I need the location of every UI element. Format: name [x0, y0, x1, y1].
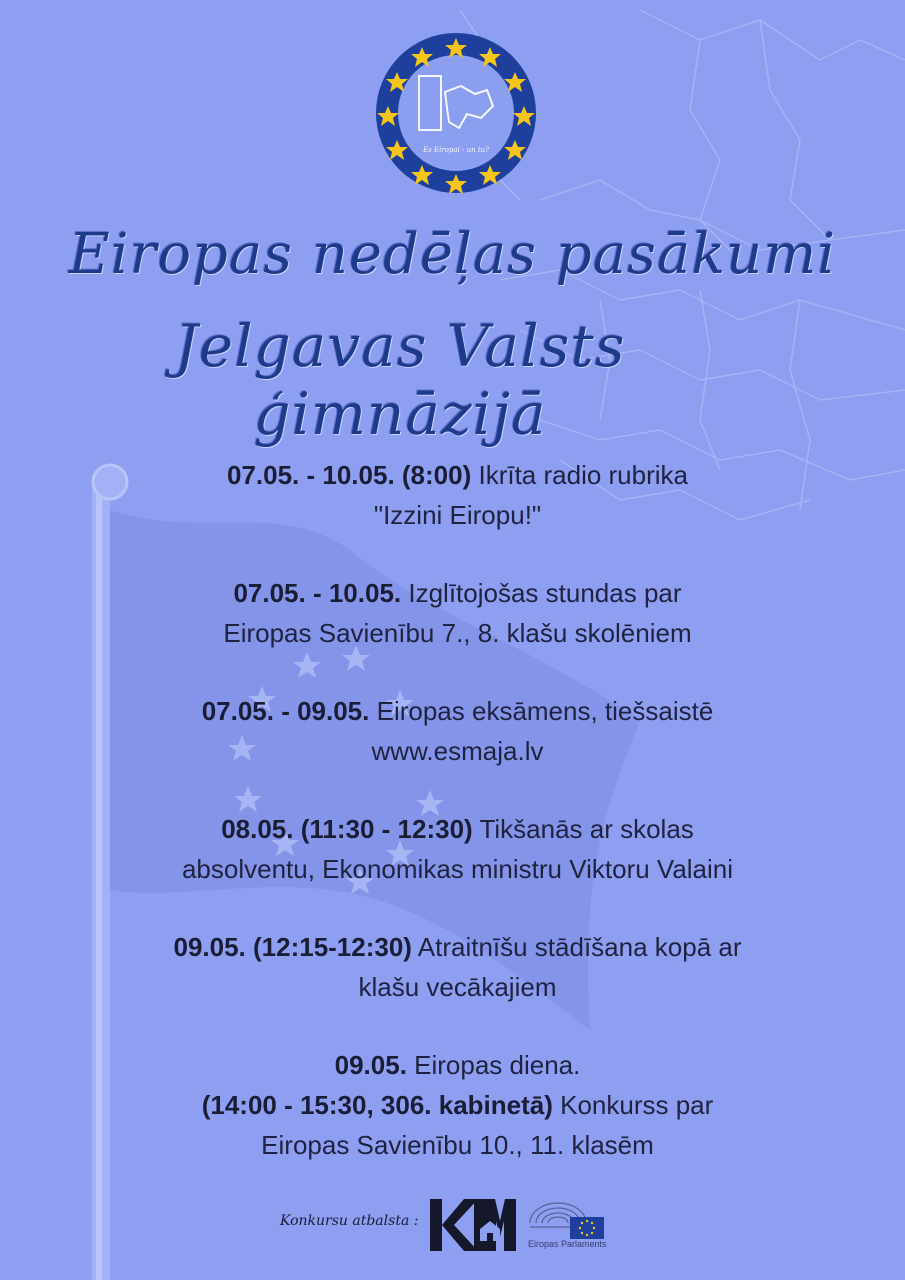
title-line-2: Jelgavas Valsts ģimnāzijā — [174, 312, 626, 448]
emblem-text: Es Eiropai - un tu? — [423, 146, 489, 154]
event-item — [60, 691, 855, 771]
event-description: Ikrīta radio rubrika — [471, 460, 688, 490]
event-description: Izglītojošas stundas par — [401, 578, 682, 608]
event-item — [60, 573, 855, 653]
event-date: 07.05. - 10.05. — [233, 578, 402, 608]
events-list — [60, 455, 855, 1203]
sponsors-label: Konkursu atbalsta : — [280, 1213, 419, 1229]
sponsors-footer — [280, 1195, 640, 1259]
event-description-line2: klašu vecākajiem — [358, 972, 557, 1002]
event-description: Tikšanās ar skolas — [472, 814, 694, 844]
event-description-line2: Konkurss par — [552, 1090, 714, 1120]
event-date: 07.05. - 09.05. — [201, 696, 370, 726]
event-date: 09.05. (12:15-12:30) — [173, 932, 412, 962]
event-item — [60, 455, 855, 535]
european-parliament-caption: Eiropas Parlaments — [528, 1239, 607, 1249]
eu-emblem-logo — [375, 32, 537, 194]
event-description: Atraitnīšu stādīšana kopā ar — [411, 932, 742, 962]
event-item — [60, 927, 855, 1007]
event-description-line2: Eiropas Savienību 7., 8. klašu skolēniem — [223, 618, 692, 648]
title-line-1: Eiropas nedēļas pasākumi — [68, 222, 837, 287]
event-description-line3: Eiropas Savienību 10., 11. klasēm — [261, 1130, 654, 1160]
event-item — [60, 1045, 855, 1165]
event-description: Eiropas eksāmens, tiešsaistē — [369, 696, 714, 726]
event-date: 09.05. — [334, 1050, 407, 1080]
event-description-line2: "Izzini Eiropu!" — [373, 500, 542, 530]
event-date: 08.05. (11:30 - 12:30) — [221, 814, 473, 844]
event-description: Eiropas diena. — [406, 1050, 581, 1080]
event-time-location: (14:00 - 15:30, 306. kabinetā) — [201, 1090, 553, 1120]
event-description-line2: absolventu, Ekonomikas ministru Viktoru Valaini — [181, 854, 734, 884]
event-date: 07.05. - 10.05. (8:00) — [226, 460, 472, 490]
event-item — [60, 809, 855, 889]
event-link[interactable]: www.esmaja.lv — [371, 736, 544, 766]
km-logo — [430, 1199, 516, 1251]
